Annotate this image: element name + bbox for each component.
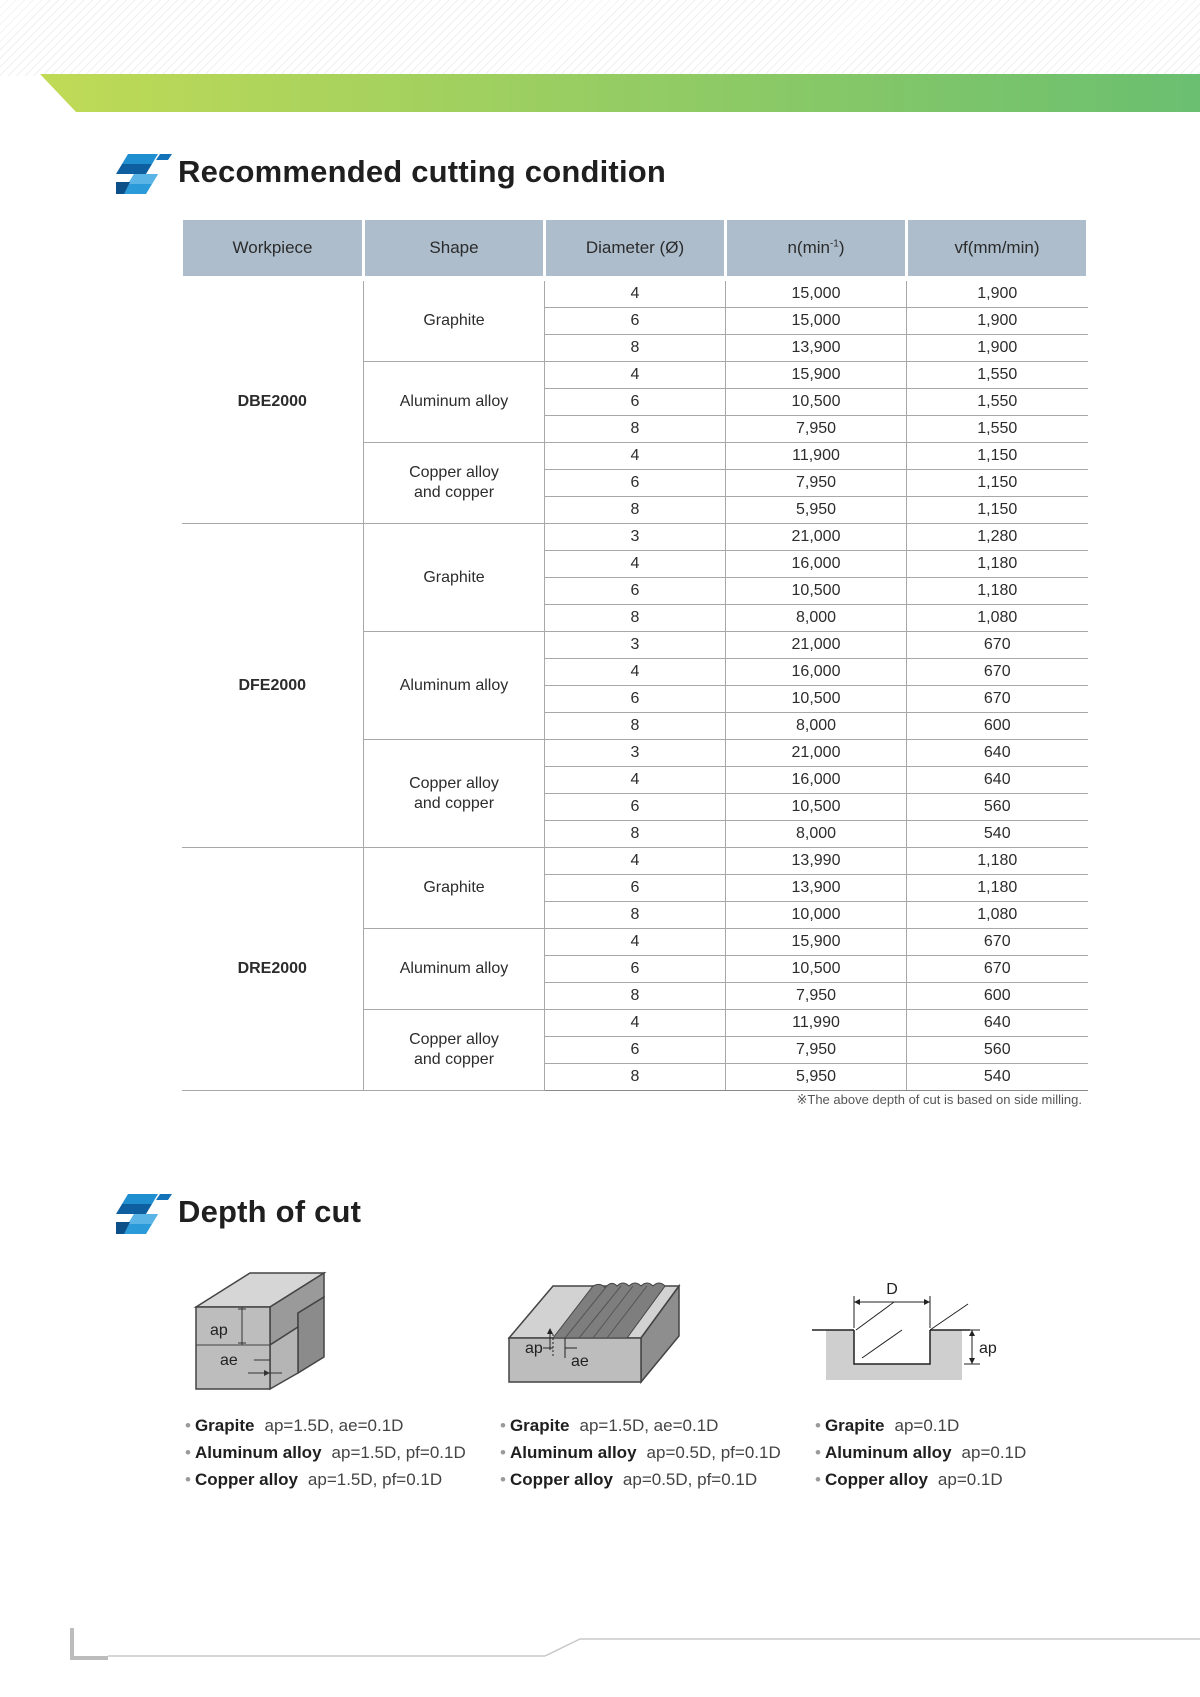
diameter-cell: 8 (545, 902, 726, 929)
n-cell: 5,950 (726, 1064, 907, 1091)
diameter-cell: 6 (545, 794, 726, 821)
diameter-cell: 8 (545, 605, 726, 632)
diameter-cell: 6 (545, 578, 726, 605)
header-shape: Shape (364, 220, 545, 279)
header-n (726, 220, 907, 279)
table-header-row (182, 220, 1088, 279)
depth-spec: ap=1.5D, pf=0.1D (307, 1470, 443, 1489)
vf-cell: 1,080 (907, 605, 1088, 632)
shape-cell: Graphite (364, 848, 545, 929)
diameter-cell: 6 (545, 470, 726, 497)
n-cell: 5,950 (726, 497, 907, 524)
diameter-cell: 6 (545, 956, 726, 983)
n-cell: 21,000 (726, 632, 907, 659)
diameter-cell: 4 (545, 848, 726, 875)
bullet-icon: • (185, 1470, 191, 1489)
vf-cell: 560 (907, 1037, 1088, 1064)
vf-cell: 1,150 (907, 443, 1088, 470)
depth-spec: ap=1.5D, ae=0.1D (264, 1416, 404, 1435)
diameter-cell: 8 (545, 1064, 726, 1091)
vf-cell: 1,180 (907, 848, 1088, 875)
diameter-cell: 4 (545, 1010, 726, 1037)
diameter-cell: 6 (545, 686, 726, 713)
slot-milling-diagram (812, 1278, 1017, 1383)
diameter-cell: 4 (545, 767, 726, 794)
vf-cell: 1,900 (907, 308, 1088, 335)
vf-cell: 540 (907, 821, 1088, 848)
workpiece-cell: DBE2000 (182, 279, 364, 524)
depth-list-slot (815, 1412, 1026, 1493)
diameter-cell: 3 (545, 632, 726, 659)
diameter-cell: 4 (545, 659, 726, 686)
n-cell: 13,990 (726, 848, 907, 875)
diagram3-ap-label: ap (979, 1340, 997, 1357)
n-cell: 8,000 (726, 821, 907, 848)
bullet-icon: • (500, 1470, 506, 1489)
shape-cell: Copper alloy and copper (364, 443, 545, 524)
n-cell: 13,900 (726, 875, 907, 902)
shape-cell: Aluminum alloy (364, 929, 545, 1010)
depth-spec: ap=0.1D (937, 1470, 1003, 1489)
vf-cell: 1,150 (907, 497, 1088, 524)
vf-cell: 600 (907, 983, 1088, 1010)
diameter-cell: 4 (545, 443, 726, 470)
depth-spec: ap=0.5D, pf=0.1D (622, 1470, 758, 1489)
depth-list-side (185, 1412, 466, 1493)
list-item (500, 1439, 781, 1466)
n-cell: 15,900 (726, 362, 907, 389)
n-cell: 8,000 (726, 605, 907, 632)
side-milling-note: ※The above depth of cut is based on side milling. (796, 1092, 1082, 1107)
n-cell: 10,500 (726, 578, 907, 605)
shape-cell: Copper alloy and copper (364, 1010, 545, 1091)
diameter-cell: 4 (545, 279, 726, 308)
diameter-cell: 8 (545, 713, 726, 740)
header-workpiece: Workpiece (182, 220, 364, 279)
shape-cell: Aluminum alloy (364, 632, 545, 740)
diagram2-ae-label: ae (571, 1353, 589, 1370)
diameter-cell: 6 (545, 389, 726, 416)
depth-heading: Depth of cut (178, 1194, 362, 1229)
diameter-cell: 6 (545, 308, 726, 335)
n-cell: 15,000 (726, 279, 907, 308)
diameter-cell: 8 (545, 983, 726, 1010)
material-label: Grapite (194, 1416, 255, 1435)
n-cell: 15,000 (726, 308, 907, 335)
diameter-cell: 3 (545, 740, 726, 767)
diagram2-ap-label: ap (525, 1340, 543, 1357)
header-banner (40, 74, 1200, 112)
bullet-icon: • (500, 1416, 506, 1435)
material-label: Aluminum alloy (194, 1443, 322, 1462)
diameter-cell: 8 (545, 497, 726, 524)
depth-spec: ap=0.1D (894, 1416, 960, 1435)
vf-cell: 670 (907, 929, 1088, 956)
header-n-close: ) (838, 238, 845, 257)
n-cell: 11,990 (726, 1010, 907, 1037)
shape-cell: Copper alloy and copper (364, 740, 545, 848)
shape-cell: Graphite (364, 279, 545, 362)
workpiece-cell: DFE2000 (182, 524, 364, 848)
diameter-cell: 4 (545, 362, 726, 389)
diameter-cell: 8 (545, 821, 726, 848)
diagram1-ap-label: ap (210, 1322, 228, 1339)
shape-cell: Aluminum alloy (364, 362, 545, 443)
n-cell: 7,950 (726, 1037, 907, 1064)
vf-cell: 1,900 (907, 279, 1088, 308)
material-label: Grapite (509, 1416, 570, 1435)
header-hatch-pattern (0, 0, 1200, 76)
cutting-condition-table (180, 220, 1089, 1091)
table-body (182, 279, 1088, 1091)
n-cell: 15,900 (726, 929, 907, 956)
bullet-icon: • (815, 1470, 821, 1489)
vf-cell: 540 (907, 1064, 1088, 1091)
material-label: Copper alloy (194, 1470, 298, 1489)
vf-cell: 1,180 (907, 551, 1088, 578)
diameter-cell: 8 (545, 416, 726, 443)
depth-list-profile (500, 1412, 781, 1493)
footer-decoration (0, 1620, 1200, 1697)
vf-cell: 1,550 (907, 362, 1088, 389)
side-milling-diagram (190, 1265, 340, 1395)
section-logo-icon (116, 154, 172, 194)
diameter-cell: 6 (545, 875, 726, 902)
diameter-cell: 4 (545, 929, 726, 956)
table-row (182, 848, 1088, 875)
vf-cell: 670 (907, 659, 1088, 686)
vf-cell: 670 (907, 686, 1088, 713)
list-item (500, 1466, 781, 1493)
vf-cell: 640 (907, 740, 1088, 767)
header-n-base: n(min (787, 238, 830, 257)
bullet-icon: • (185, 1416, 191, 1435)
section-logo-icon (116, 1194, 172, 1234)
depth-spec: ap=1.5D, pf=0.1D (331, 1443, 466, 1462)
n-cell: 21,000 (726, 740, 907, 767)
header-vf: vf(mm/min) (907, 220, 1088, 279)
n-cell: 10,500 (726, 956, 907, 983)
depth-spec: ap=0.5D, pf=0.1D (646, 1443, 781, 1462)
diagram1-ae-label: ae (220, 1352, 238, 1369)
list-item (500, 1412, 781, 1439)
list-item (185, 1412, 466, 1439)
list-item (815, 1439, 1026, 1466)
vf-cell: 1,280 (907, 524, 1088, 551)
diameter-cell: 6 (545, 1037, 726, 1064)
diameter-cell: 8 (545, 335, 726, 362)
depth-spec: ap=1.5D, ae=0.1D (579, 1416, 719, 1435)
table-row (182, 524, 1088, 551)
header-n-sup: -1 (829, 238, 839, 250)
n-cell: 13,900 (726, 335, 907, 362)
n-cell: 10,500 (726, 794, 907, 821)
diagram3-d-label: D (886, 1281, 898, 1298)
vf-cell: 1,080 (907, 902, 1088, 929)
header-diameter: Diameter (Ø) (545, 220, 726, 279)
shape-cell: Graphite (364, 524, 545, 632)
material-label: Copper alloy (509, 1470, 613, 1489)
list-item (185, 1466, 466, 1493)
vf-cell: 1,180 (907, 875, 1088, 902)
n-cell: 11,900 (726, 443, 907, 470)
vf-cell: 640 (907, 767, 1088, 794)
recommended-heading: Recommended cutting condition (178, 154, 667, 189)
n-cell: 7,950 (726, 983, 907, 1010)
vf-cell: 670 (907, 956, 1088, 983)
vf-cell: 1,550 (907, 389, 1088, 416)
n-cell: 7,950 (726, 416, 907, 443)
bullet-icon: • (815, 1416, 821, 1435)
bullet-icon: • (815, 1443, 821, 1462)
material-label: Aluminum alloy (509, 1443, 637, 1462)
n-cell: 16,000 (726, 551, 907, 578)
vf-cell: 560 (907, 794, 1088, 821)
n-cell: 8,000 (726, 713, 907, 740)
n-cell: 10,000 (726, 902, 907, 929)
bullet-icon: • (500, 1443, 506, 1462)
bullet-icon: • (185, 1443, 191, 1462)
vf-cell: 600 (907, 713, 1088, 740)
profile-milling-diagram (505, 1272, 690, 1390)
vf-cell: 640 (907, 1010, 1088, 1037)
vf-cell: 1,150 (907, 470, 1088, 497)
depth-spec: ap=0.1D (961, 1443, 1027, 1462)
list-item (815, 1412, 1026, 1439)
n-cell: 16,000 (726, 659, 907, 686)
n-cell: 16,000 (726, 767, 907, 794)
n-cell: 7,950 (726, 470, 907, 497)
n-cell: 21,000 (726, 524, 907, 551)
vf-cell: 1,550 (907, 416, 1088, 443)
material-label: Grapite (824, 1416, 885, 1435)
workpiece-cell: DRE2000 (182, 848, 364, 1091)
vf-cell: 670 (907, 632, 1088, 659)
list-item (815, 1466, 1026, 1493)
diameter-cell: 4 (545, 551, 726, 578)
list-item (185, 1439, 466, 1466)
diameter-cell: 3 (545, 524, 726, 551)
n-cell: 10,500 (726, 389, 907, 416)
vf-cell: 1,900 (907, 335, 1088, 362)
material-label: Aluminum alloy (824, 1443, 952, 1462)
vf-cell: 1,180 (907, 578, 1088, 605)
material-label: Copper alloy (824, 1470, 928, 1489)
n-cell: 10,500 (726, 686, 907, 713)
table-row (182, 279, 1088, 308)
